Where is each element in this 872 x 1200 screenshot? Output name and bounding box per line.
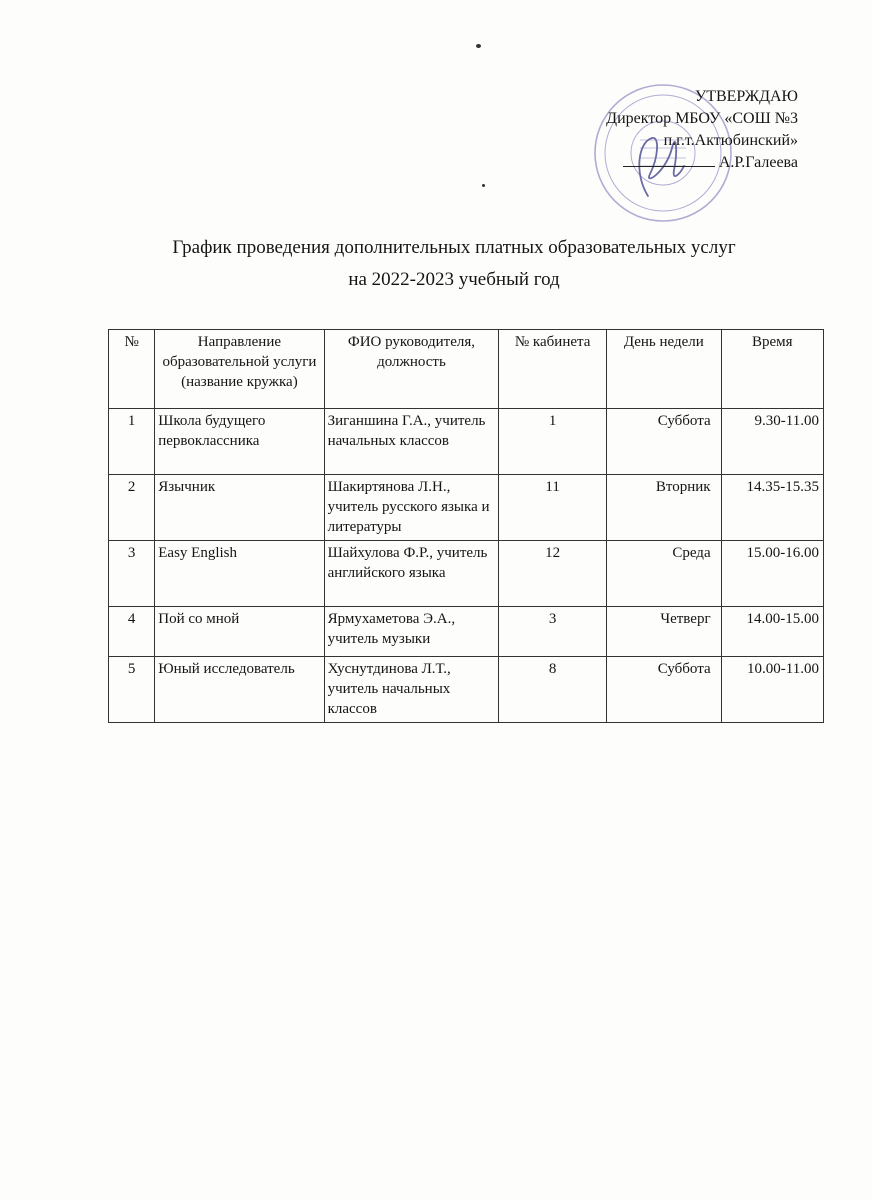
cell-time: 9.30-11.00: [721, 409, 823, 475]
scan-speck: [476, 44, 481, 48]
header-leader: ФИО руководителя, должность: [324, 330, 499, 409]
approval-settlement: п.г.т.Актюбинский»: [663, 132, 798, 149]
approval-block: [606, 86, 798, 174]
cell-leader: Зиганшина Г.А., учитель начальных классов: [324, 409, 499, 475]
cell-room: 12: [499, 541, 607, 607]
signature-line: [623, 152, 715, 167]
table-row: [109, 607, 824, 657]
cell-time: 10.00-11.00: [721, 657, 823, 723]
cell-room: 11: [499, 475, 607, 541]
cell-direction: Юный исследователь: [155, 657, 324, 723]
table-row: [109, 409, 824, 475]
table-row: [109, 657, 824, 723]
cell-direction: Easy English: [155, 541, 324, 607]
header-time: Время: [721, 330, 823, 409]
document-subtitle: на 2022-2023 учебный год: [348, 269, 560, 290]
cell-time: 15.00-16.00: [721, 541, 823, 607]
cell-leader: Ярмухаметова Э.А., учитель музыки: [324, 607, 499, 657]
cell-time: 14.35-15.35: [721, 475, 823, 541]
table-header-row: [109, 330, 824, 409]
header-day: День недели: [607, 330, 722, 409]
schedule-table: [108, 329, 824, 723]
cell-room: 1: [499, 409, 607, 475]
cell-time: 14.00-15.00: [721, 607, 823, 657]
cell-leader: Шайхулова Ф.Р., учитель английского языка: [324, 541, 499, 607]
approval-heading: УТВЕРЖДАЮ: [694, 88, 798, 105]
cell-leader: Шакиртянова Л.Н., учитель русского языка и литературы: [324, 475, 499, 541]
cell-day: Суббота: [607, 409, 722, 475]
cell-num: 4: [109, 607, 155, 657]
cell-day: Среда: [607, 541, 722, 607]
cell-day: Суббота: [607, 657, 722, 723]
cell-day: Вторник: [607, 475, 722, 541]
header-num: №: [109, 330, 155, 409]
header-room: № кабинета: [499, 330, 607, 409]
table-row: [109, 541, 824, 607]
table-row: [109, 475, 824, 541]
cell-direction: Язычник: [155, 475, 324, 541]
scan-speck: [482, 184, 485, 187]
approval-position: Директор МБОУ «СОШ №3: [606, 110, 798, 127]
cell-num: 1: [109, 409, 155, 475]
cell-room: 3: [499, 607, 607, 657]
cell-leader: Хуснутдинова Л.Т., учитель начальных классов: [324, 657, 499, 723]
cell-room: 8: [499, 657, 607, 723]
cell-direction: Школа будущего первоклассника: [155, 409, 324, 475]
approval-name: А.Р.Галеева: [718, 154, 798, 171]
cell-day: Четверг: [607, 607, 722, 657]
approval-signature-line: [606, 152, 798, 174]
cell-num: 2: [109, 475, 155, 541]
cell-direction: Пой со мной: [155, 607, 324, 657]
cell-num: 5: [109, 657, 155, 723]
cell-num: 3: [109, 541, 155, 607]
header-direction: Направление образовательной услуги (название кружка): [155, 330, 324, 409]
document-title: График проведения дополнительных платных образовательных услуг: [172, 237, 736, 258]
